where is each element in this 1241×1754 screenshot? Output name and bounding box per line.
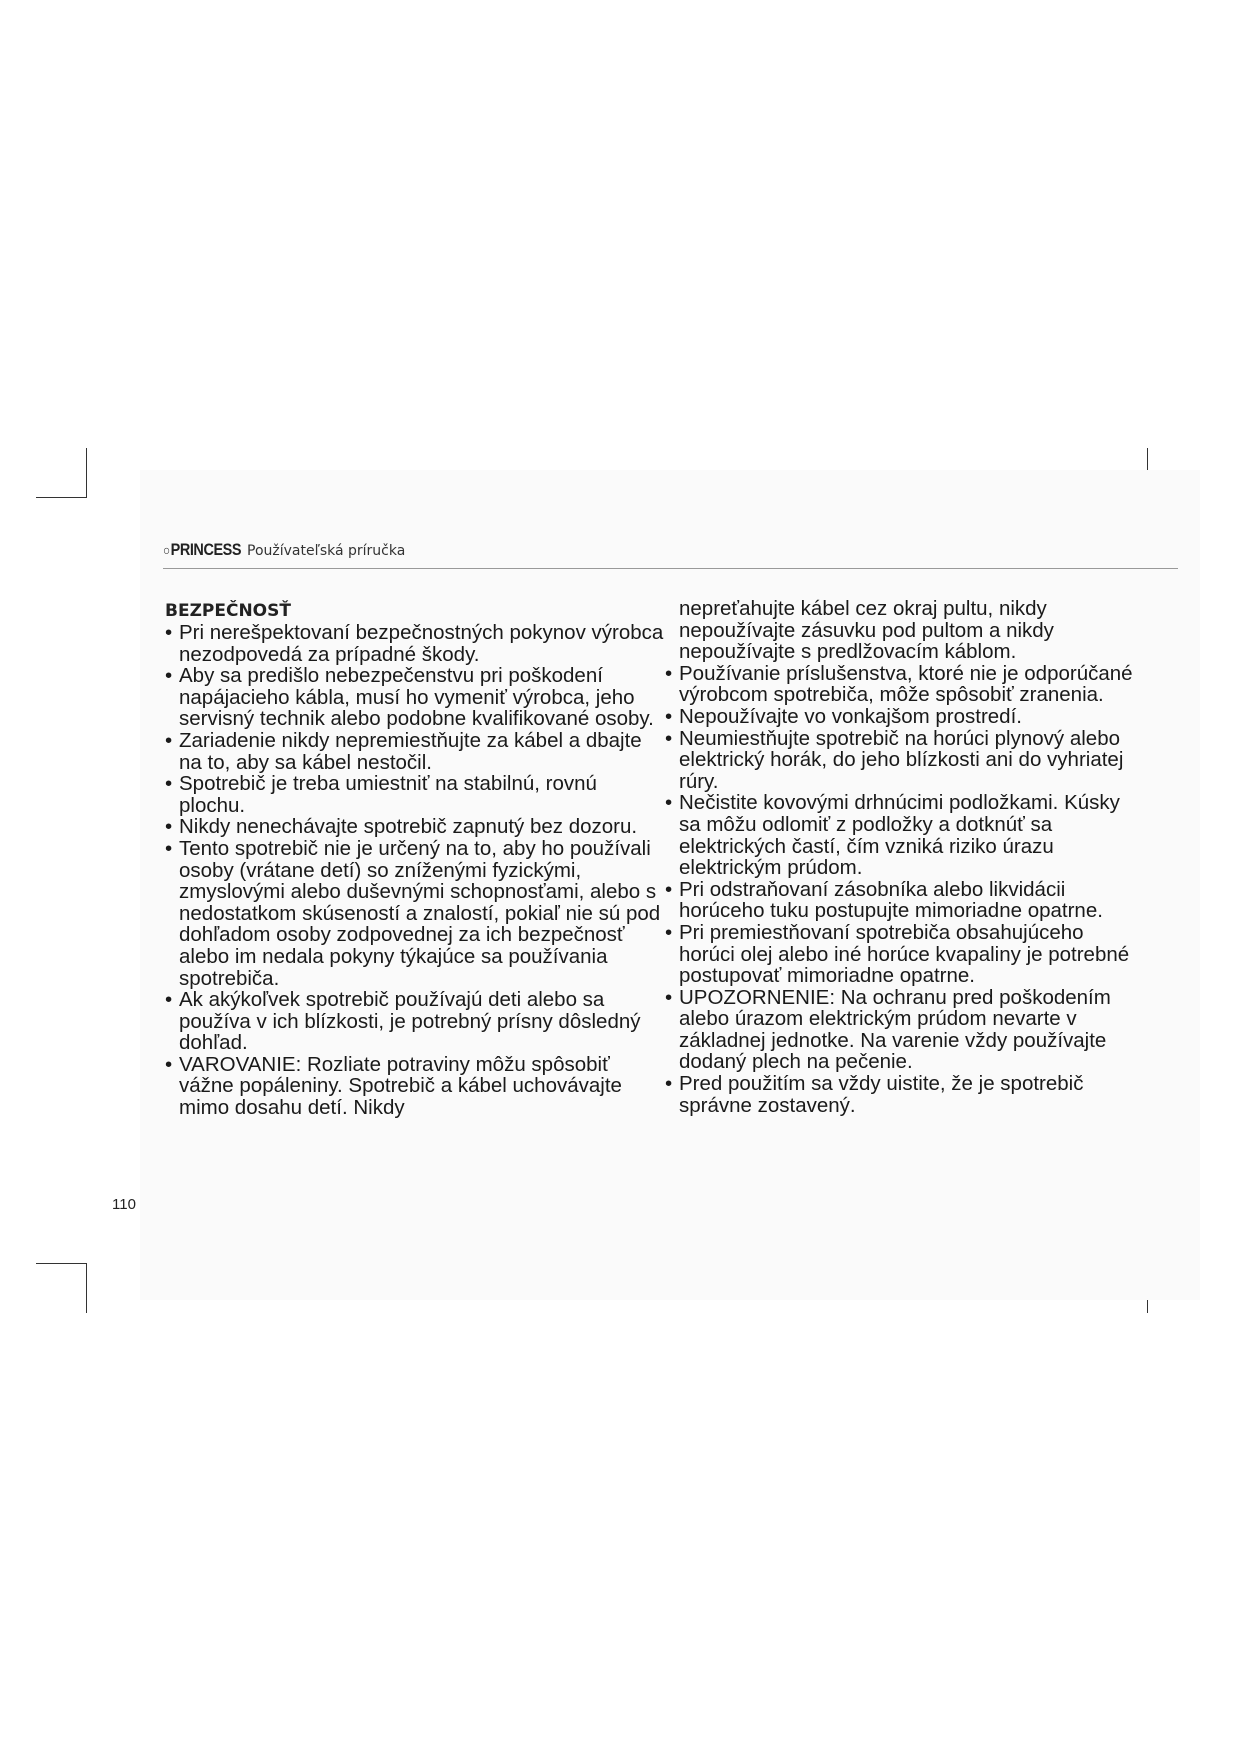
list-item: • Nečistite kovovými drhnúcimi podložkami. Kúsky sa môžu odlomiť z podložky a dotknúť sa elektrických častí, čím vzniká riziko úrazu elektrickým prúdom.: [665, 792, 1145, 878]
right-column: [665, 598, 1145, 1116]
list-item: • Nikdy nenechávajte spotrebič zapnutý bez dozoru.: [165, 816, 665, 838]
left-column: [165, 600, 665, 1119]
section-title: BEZPEČNOSŤ: [165, 601, 291, 621]
list-item: • Pri nerešpektovaní bezpečnostných pokynov výrobca nezodpovedá za prípadné škody.: [165, 622, 665, 665]
list-item: • Spotrebič je treba umiestniť na stabilnú, rovnú plochu.: [165, 773, 665, 816]
list-item: • UPOZORNENIE: Na ochranu pred poškodením alebo úrazom elektrickým prúdom nevarte v základnej jednotke. Na varenie vždy používajte dodaný plech na pečenie.: [665, 987, 1145, 1073]
princess-crown-icon: ○: [163, 542, 170, 558]
list-item: • Nepoužívajte vo vonkajšom prostredí.: [665, 706, 1145, 728]
list-item-continuation: nepreťahujte kábel cez okraj pultu, nikdy nepoužívajte zásuvku pod pultom a nikdy nepoužívajte s predlžovacím káblom.: [679, 597, 1054, 664]
safety-list-right: [665, 663, 1145, 1116]
brand-logo: [163, 540, 241, 560]
page-header: [163, 540, 1178, 569]
list-item: • VAROVANIE: Rozliate potraviny môžu spôsobiť vážne popáleniny. Spotrebič a kábel uchovávajte mimo dosahu detí. Nikdy: [165, 1054, 665, 1119]
list-item: • Používanie príslušenstva, ktoré nie je odporúčané výrobcom spotrebiča, môže spôsobiť zranenia.: [665, 663, 1145, 706]
list-item: • Zariadenie nikdy nepremiestňujte za kábel a dbajte na to, aby sa kábel nestočil.: [165, 730, 665, 773]
list-item: • Tento spotrebič nie je určený na to, aby ho používali osoby (vrátane detí) so zníženými fyzickými, zmyslovými alebo duševnými schopnosťami, alebo s nedostatkom skúseností a znalostí, pokiaľ nie sú pod dohľadom osoby zodpovednej za ich bezpečnosť alebo im nedala pokyny týkajúce sa používania spotrebiča.: [165, 838, 665, 989]
safety-list-left: [165, 622, 665, 1119]
list-item: • Pred použitím sa vždy uistite, že je spotrebič správne zostavený.: [665, 1073, 1145, 1116]
list-item: • Ak akýkoľvek spotrebič používajú deti alebo sa používa v ich blízkosti, je potrebný prísny dôsledný dohľad.: [165, 989, 665, 1054]
list-item: • Neumiestňujte spotrebič na horúci plynový alebo elektrický horák, do jeho blízkosti ani do vyhriatej rúry.: [665, 728, 1145, 793]
brand-name: PRINCESS: [170, 540, 242, 559]
list-item: • Pri odstraňovaní zásobníka alebo likvidácii horúceho tuku postupujte mimoriadne opatrne.: [665, 879, 1145, 922]
list-item: • Pri premiestňovaní spotrebiča obsahujúceho horúci olej alebo iné horúce kvapaliny je potrebné postupovať mimoriadne opatrne.: [665, 922, 1145, 987]
page-number: 110: [112, 1196, 136, 1213]
manual-title: Používateľská príručka: [247, 543, 406, 559]
list-item: • Aby sa predišlo nebezpečenstvu pri poškodení napájacieho kábla, musí ho vymeniť výrobca, jeho servisný technik alebo podobne kvalifikované osoby.: [165, 665, 665, 730]
